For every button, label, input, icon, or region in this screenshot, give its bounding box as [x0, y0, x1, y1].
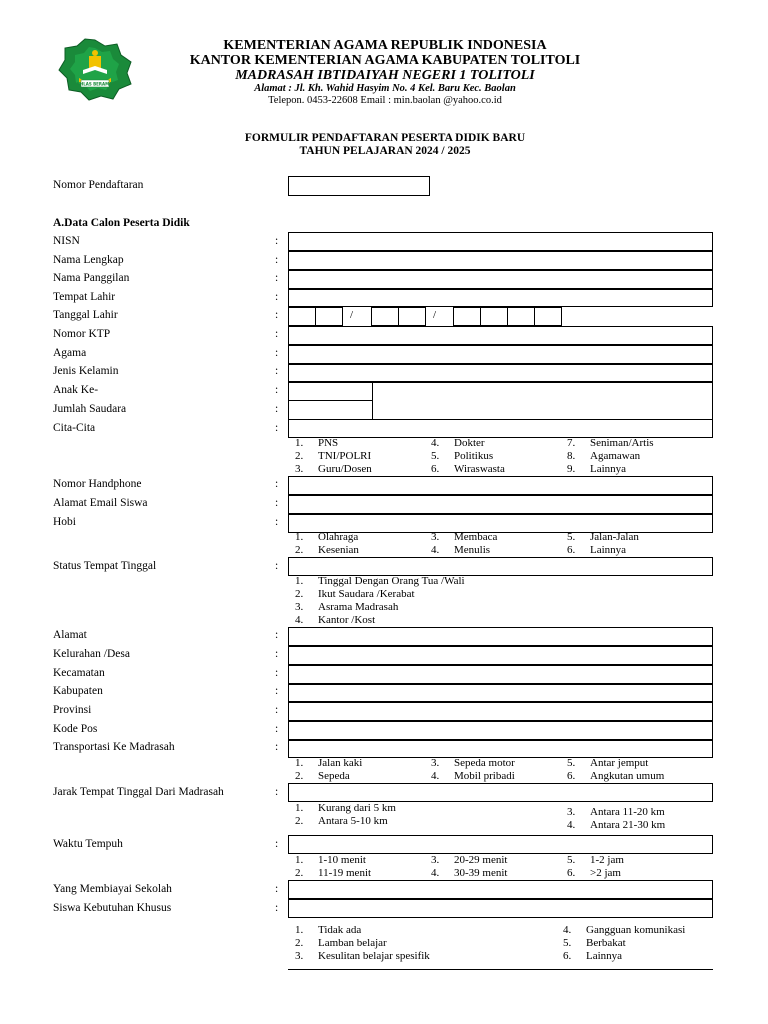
date-day-digit-2[interactable] — [315, 307, 343, 326]
header-ministry: KEMENTERIAN AGAMA REPUBLIK INDONESIA — [223, 38, 547, 53]
option-number: 2. — [295, 450, 304, 462]
colon: : — [275, 403, 279, 415]
date-year-digit-4[interactable] — [534, 307, 562, 326]
option-ikut-saudara: Ikut Saudara /Kerabat — [318, 588, 415, 600]
option-kesulitan-belajar: Kesulitan belajar spesifik — [318, 950, 430, 962]
option-sepeda: Sepeda — [318, 770, 350, 782]
registration-input[interactable] — [288, 176, 430, 196]
option-jalan-kaki: Jalan kaki — [318, 757, 363, 769]
kode-pos-label: Kode Pos — [53, 723, 98, 735]
nama-panggilan-label: Nama Panggilan — [53, 272, 130, 284]
transportasi-label: Transportasi Ke Madrasah — [53, 741, 175, 753]
option-5-10km: Antara 5-10 km — [318, 815, 388, 827]
option-number: 1. — [295, 437, 304, 449]
option-dokter: Dokter — [454, 437, 485, 449]
option-number: 1. — [295, 575, 304, 587]
nama-lengkap-input[interactable] — [288, 251, 713, 270]
option-number: 3. — [431, 854, 440, 866]
colon: : — [275, 902, 279, 914]
option-number: 2. — [295, 770, 304, 782]
header-address: Alamat : Jl. Kh. Wahid Hasyim No. 4 Kel. Baru Kec. Baolan — [254, 83, 516, 94]
colon: : — [275, 235, 279, 247]
option-number: 1. — [295, 757, 304, 769]
option-number: 1. — [295, 531, 304, 543]
option-lebih-2-jam: >2 jam — [590, 867, 621, 879]
date-separator: / — [350, 309, 354, 321]
waktu-input[interactable] — [288, 835, 713, 854]
option-number: 3. — [431, 531, 440, 543]
jumlah-saudara-input[interactable] — [288, 400, 373, 420]
colon: : — [275, 685, 279, 697]
kode-pos-input[interactable] — [288, 721, 713, 740]
option-pns: PNS — [318, 437, 339, 449]
option-number: 6. — [567, 867, 576, 879]
date-separator: / — [433, 309, 437, 321]
form-year: TAHUN PELAJARAN 2024 / 2025 — [299, 145, 471, 157]
option-number: 5. — [567, 854, 576, 866]
kecamatan-label: Kecamatan — [53, 667, 105, 679]
option-number: 2. — [295, 588, 304, 600]
kebutuhan-khusus-input[interactable] — [288, 899, 713, 918]
option-sepeda-motor: Sepeda motor — [454, 757, 515, 769]
colon: : — [275, 516, 279, 528]
option-kurang-5km: Kurang dari 5 km — [318, 802, 396, 814]
option-membaca: Membaca — [454, 531, 498, 543]
transportasi-input[interactable] — [288, 740, 713, 758]
colon: : — [275, 347, 279, 359]
option-1-10-menit: 1-10 menit — [318, 854, 366, 866]
option-number: 4. — [431, 544, 440, 556]
option-number: 3. — [567, 806, 576, 818]
date-month-digit-2[interactable] — [398, 307, 426, 326]
option-30-39-menit: 30-39 menit — [454, 867, 508, 879]
option-number: 3. — [295, 463, 304, 475]
option-11-19-menit: 11-19 menit — [318, 867, 372, 879]
kelurahan-label: Kelurahan /Desa — [53, 648, 130, 660]
option-tni-polri: TNI/POLRI — [318, 450, 372, 462]
option-number: 1. — [295, 802, 304, 814]
kecamatan-input[interactable] — [288, 665, 713, 684]
option-olahraga: Olahraga — [318, 531, 359, 543]
colon: : — [275, 497, 279, 509]
colon: : — [275, 786, 279, 798]
option-number: 1. — [295, 854, 304, 866]
hobi-label: Hobi — [53, 516, 76, 528]
option-number: 2. — [295, 867, 304, 879]
kabupaten-input[interactable] — [288, 684, 713, 702]
option-number: 3. — [295, 601, 304, 613]
email-label: Alamat Email Siswa — [53, 497, 148, 509]
option-mobil-pribadi: Mobil pribadi — [454, 770, 515, 782]
option-number: 9. — [567, 463, 576, 475]
option-number: 5. — [431, 450, 440, 462]
alamat-label: Alamat — [53, 629, 87, 641]
option-wiraswasta: Wiraswasta — [454, 463, 505, 475]
email-input[interactable] — [288, 495, 713, 514]
option-number: 3. — [431, 757, 440, 769]
option-number: 2. — [295, 544, 304, 556]
colon: : — [275, 291, 279, 303]
option-lainnya: Lainnya — [590, 463, 627, 475]
option-number: 4. — [431, 437, 440, 449]
nama-panggilan-input[interactable] — [288, 270, 713, 289]
nomor-ktp-label: Nomor KTP — [53, 328, 111, 340]
header-office: KANTOR KEMENTERIAN AGAMA KABUPATEN TOLITOLI — [189, 53, 581, 68]
header-school: MADRASAH IBTIDAIYAH NEGERI 1 TOLITOLI — [235, 68, 535, 83]
option-berbakat: Berbakat — [586, 937, 626, 949]
status-tinggal-input[interactable] — [288, 557, 713, 576]
cita-cita-input[interactable] — [288, 419, 713, 438]
section-a-title: A.Data Calon Peserta Didik — [53, 217, 190, 229]
option-guru-dosen: Guru/Dosen — [318, 463, 372, 475]
option-number: 4. — [431, 867, 440, 879]
provinsi-input[interactable] — [288, 702, 713, 721]
option-number: 6. — [567, 770, 576, 782]
colon: : — [275, 838, 279, 850]
colon: : — [275, 723, 279, 735]
option-number: 8. — [567, 450, 576, 462]
option-number: 2. — [295, 937, 304, 949]
option-number: 2. — [295, 815, 304, 827]
date-day-digit-1[interactable] — [288, 307, 316, 326]
option-agamawan: Agamawan — [590, 450, 641, 462]
option-number: 5. — [563, 937, 572, 949]
anak-ke-label: Anak Ke- — [53, 384, 99, 396]
option-11-20km: Antara 11-20 km — [590, 806, 665, 818]
tempat-lahir-input[interactable] — [288, 289, 713, 307]
jarak-input[interactable] — [288, 783, 713, 802]
option-tinggal-orang-tua: Tinggal Dengan Orang Tua /Wali — [318, 575, 465, 587]
colon: : — [275, 328, 279, 340]
option-lamban-belajar: Lamban belajar — [318, 937, 387, 949]
colon: : — [275, 365, 279, 377]
kelurahan-input[interactable] — [288, 646, 713, 665]
date-year-digit-3[interactable] — [507, 307, 535, 326]
option-asrama-madrasah: Asrama Madrasah — [318, 601, 399, 613]
nomor-hp-input[interactable] — [288, 476, 713, 495]
nomor-ktp-input[interactable] — [288, 326, 713, 345]
svg-text:IKHLAS BERAMAL: IKHLAS BERAMAL — [75, 81, 115, 87]
option-jalan-jalan: Jalan-Jalan — [590, 531, 639, 543]
header-contact: Telepon. 0453-22608 Email : min.baolan @yahoo.co.id — [268, 95, 502, 106]
agama-input[interactable] — [288, 345, 713, 364]
bottom-divider — [288, 969, 713, 970]
colon: : — [275, 667, 279, 679]
anak-ke-side-box — [372, 382, 713, 420]
agama-label: Agama — [53, 347, 87, 359]
nisn-label: NISN — [53, 235, 80, 247]
pembiaya-input[interactable] — [288, 880, 713, 899]
pembiaya-label: Yang Membiayai Sekolah — [53, 883, 172, 895]
option-number: 4. — [295, 614, 304, 626]
option-kesenian: Kesenian — [318, 544, 359, 556]
colon: : — [275, 704, 279, 716]
registration-label: Nomor Pendaftaran — [53, 179, 144, 191]
status-tinggal-label: Status Tempat Tinggal — [53, 560, 157, 572]
option-number: 6. — [563, 950, 572, 962]
option-tidak-ada: Tidak ada — [318, 924, 362, 936]
colon: : — [275, 422, 279, 434]
colon: : — [275, 254, 279, 266]
option-20-29-menit: 20-29 menit — [454, 854, 508, 866]
date-year-digit-1[interactable] — [453, 307, 481, 326]
jarak-label: Jarak Tempat Tinggal Dari Madrasah — [53, 786, 224, 798]
alamat-input[interactable] — [288, 627, 713, 646]
nama-lengkap-label: Nama Lengkap — [53, 254, 124, 266]
option-kantor-kost: Kantor /Kost — [318, 614, 376, 626]
provinsi-label: Provinsi — [53, 704, 92, 716]
date-month-digit-1[interactable] — [371, 307, 399, 326]
waktu-label: Waktu Tempuh — [53, 838, 123, 850]
kebutuhan-khusus-label: Siswa Kebutuhan Khusus — [53, 902, 172, 914]
anak-ke-input[interactable] — [288, 382, 373, 401]
kabupaten-label: Kabupaten — [53, 685, 103, 697]
option-politikus: Politikus — [454, 450, 494, 462]
colon: : — [275, 883, 279, 895]
option-number: 4. — [431, 770, 440, 782]
option-gangguan-komunikasi: Gangguan komunikasi — [586, 924, 686, 936]
option-menulis: Menulis — [454, 544, 491, 556]
option-1-2-jam: 1-2 jam — [590, 854, 624, 866]
tanggal-lahir-label: Tanggal Lahir — [53, 309, 118, 321]
option-number: 5. — [567, 757, 576, 769]
colon: : — [275, 629, 279, 641]
colon: : — [275, 384, 279, 396]
option-number: 4. — [567, 819, 576, 831]
option-number: 6. — [567, 544, 576, 556]
option-seniman-artis: Seniman/Artis — [590, 437, 654, 449]
date-year-digit-2[interactable] — [480, 307, 508, 326]
form-title: FORMULIR PENDAFTARAN PESERTA DIDIK BARU — [244, 132, 526, 144]
colon: : — [275, 560, 279, 572]
option-angkutan-umum: Angkutan umum — [590, 770, 665, 782]
option-antar-jemput: Antar jemput — [590, 757, 649, 769]
option-number: 4. — [563, 924, 572, 936]
jumlah-saudara-label: Jumlah Saudara — [53, 403, 127, 415]
option-lainnya: Lainnya — [590, 544, 627, 556]
option-number: 1. — [295, 924, 304, 936]
option-number: 5. — [567, 531, 576, 543]
option-number: 7. — [567, 437, 576, 449]
cita-cita-label: Cita-Cita — [53, 422, 96, 434]
jenis-kelamin-label: Jenis Kelamin — [53, 365, 119, 377]
option-number: 6. — [431, 463, 440, 475]
colon: : — [275, 648, 279, 660]
kemenag-logo — [55, 38, 135, 102]
jenis-kelamin-input[interactable] — [288, 364, 713, 382]
colon: : — [275, 478, 279, 490]
nisn-input[interactable] — [288, 232, 713, 251]
nomor-hp-label: Nomor Handphone — [53, 478, 142, 490]
colon: : — [275, 272, 279, 284]
colon: : — [275, 741, 279, 753]
colon: : — [275, 309, 279, 321]
option-lainnya: Lainnya — [586, 950, 623, 962]
option-21-30km: Antara 21-30 km — [590, 819, 666, 831]
option-number: 3. — [295, 950, 304, 962]
tempat-lahir-label: Tempat Lahir — [53, 291, 116, 303]
